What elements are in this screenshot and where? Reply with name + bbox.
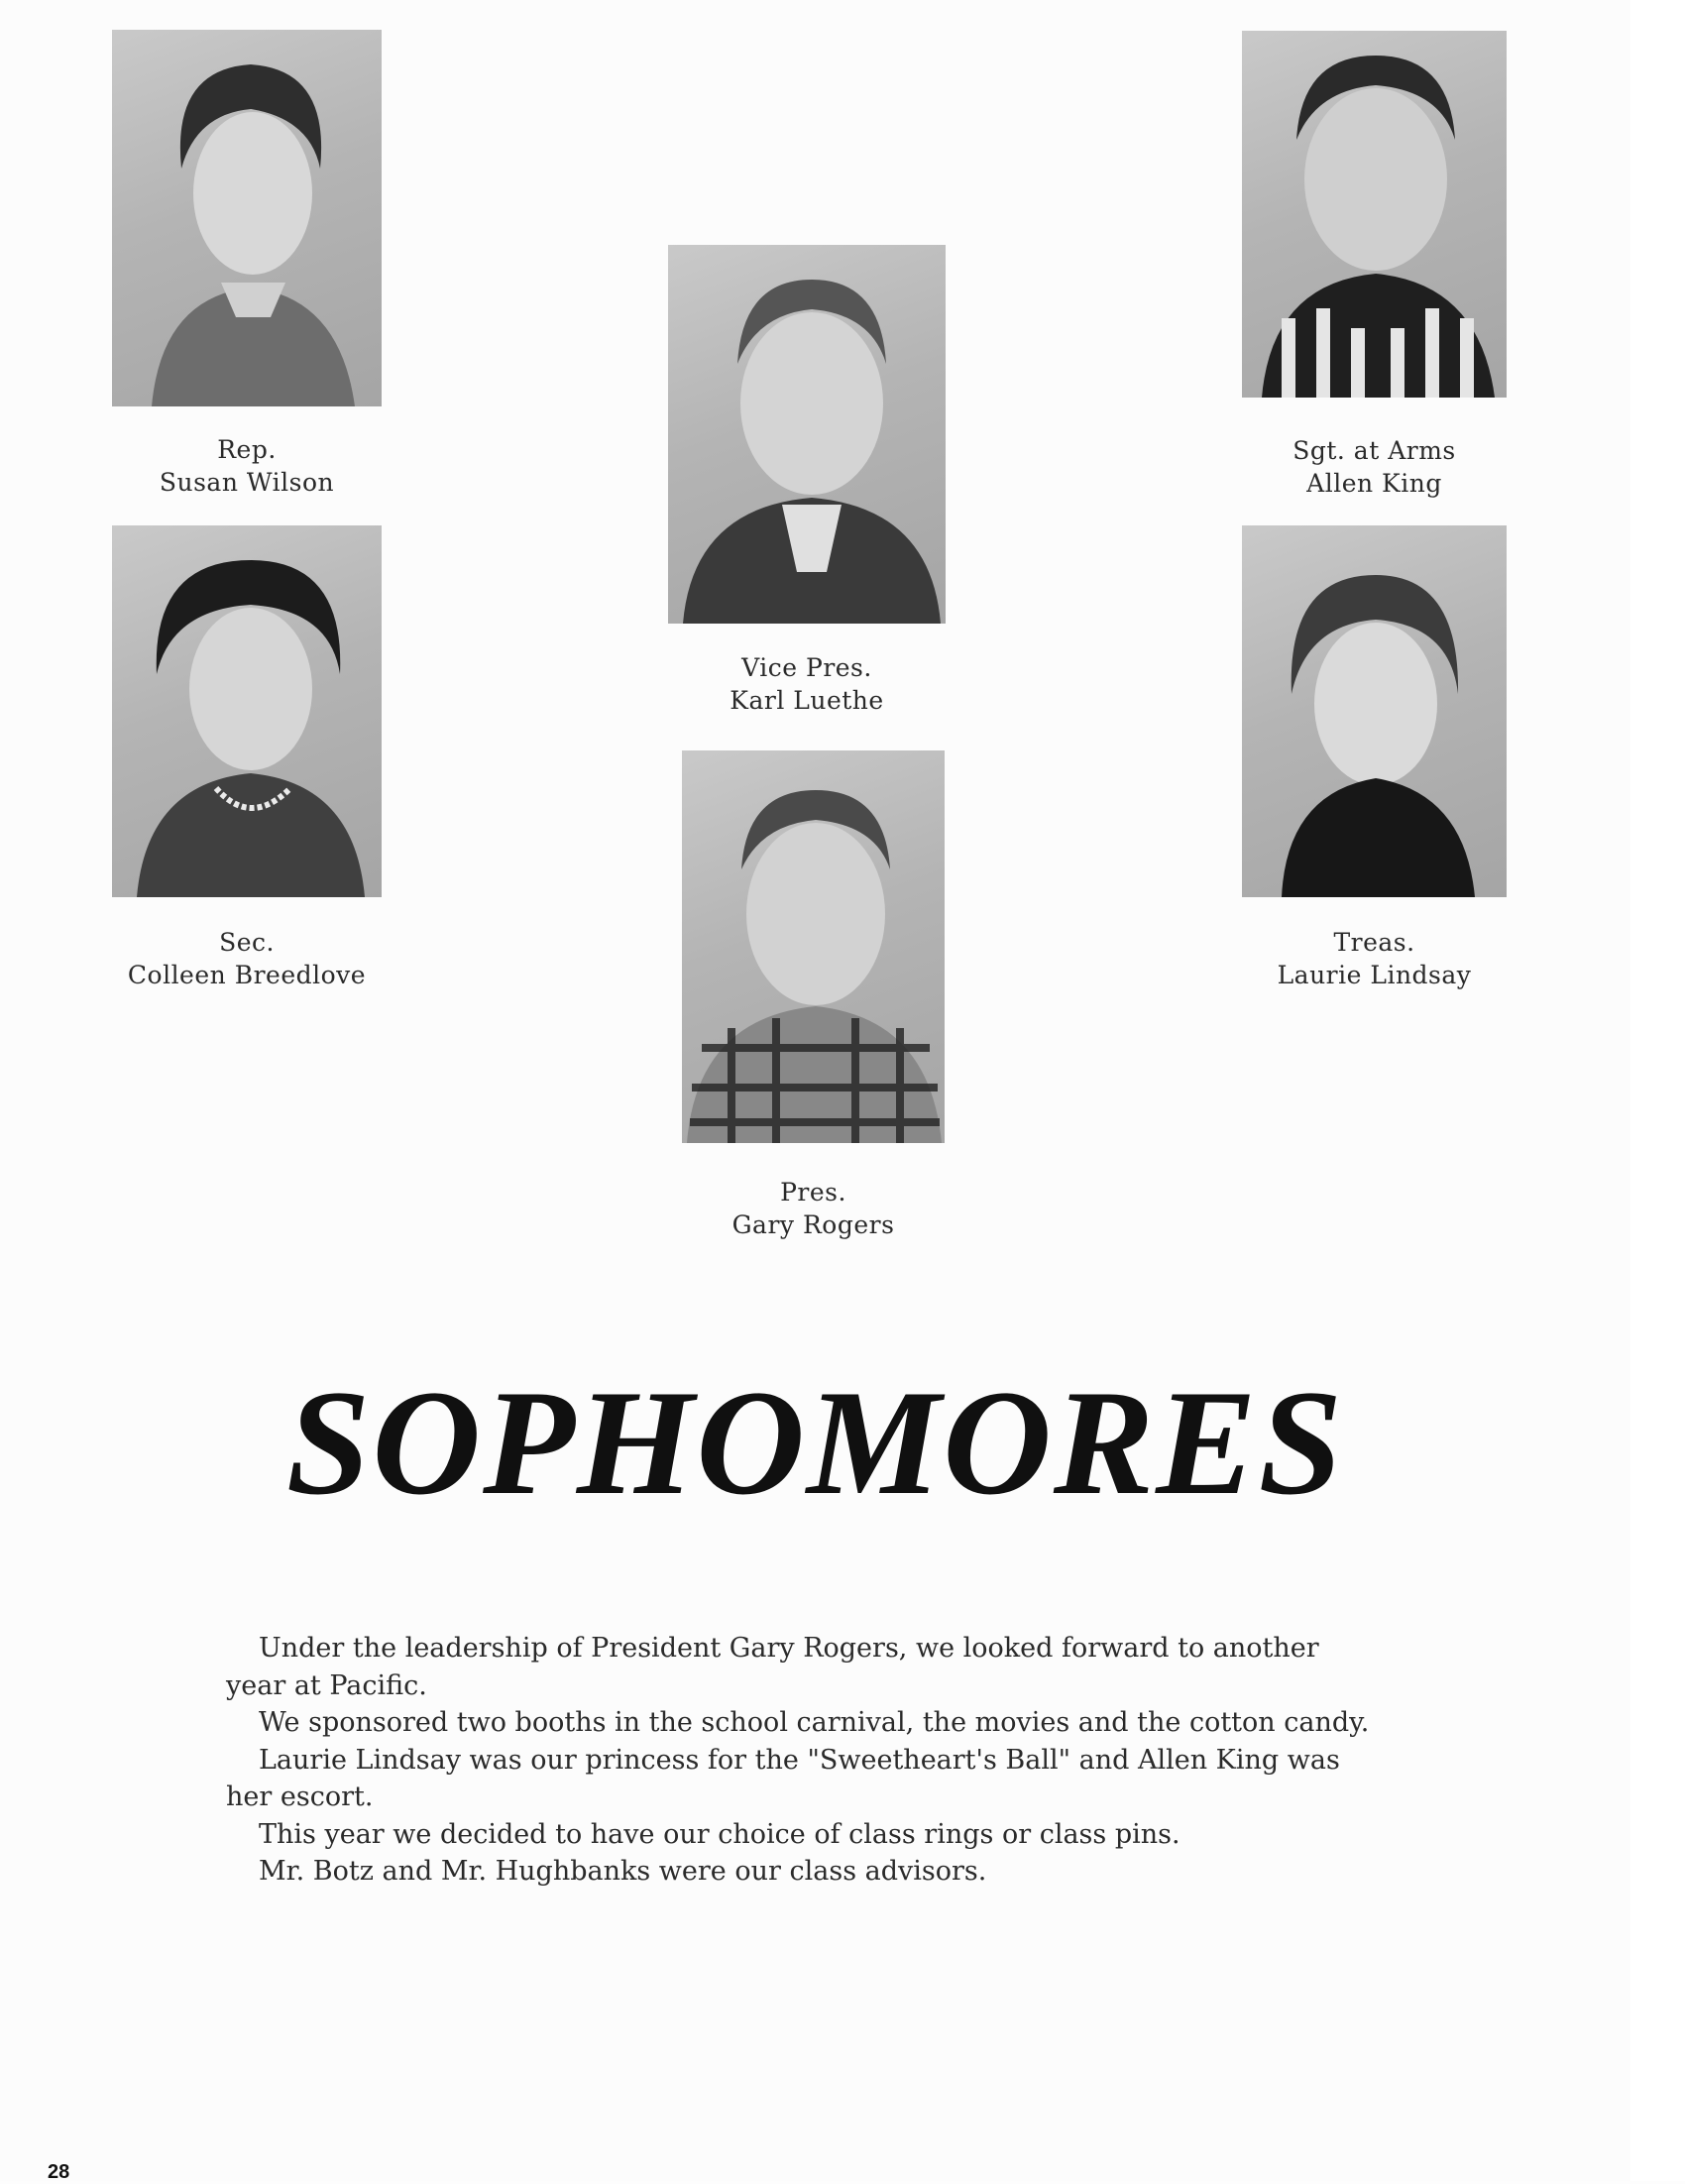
paragraph: This year we decided to have our choice of class rings or class pins. [259,1818,1180,1850]
officer-name: Susan Wilson [159,468,335,497]
caption-sgt-at-arms [1242,434,1507,500]
paragraph: We sponsored two booths in the school carnival, the movies and the cotton candy. [259,1707,1370,1738]
portrait-allen-king [1242,31,1507,398]
portrait-gary-rogers [682,750,945,1143]
officer-name: Laurie Lindsay [1277,961,1472,989]
officer-name: Allen King [1306,469,1442,498]
officer-title: Sgt. at Arms [1292,436,1456,465]
portrait-colleen-breedlove [112,525,382,897]
officer-title: Vice Pres. [741,653,872,682]
officer-title: Sec. [219,928,275,957]
officer-name: Gary Rogers [731,1210,895,1239]
portrait-karl-luethe [668,245,946,624]
paragraph: Mr. Botz and Mr. Hughbanks were our class advisors. [259,1856,987,1887]
officer-title: Rep. [217,435,277,464]
portrait-susan-wilson [112,30,382,406]
caption-sec [102,926,392,991]
page-title: SOPHOMORES [285,1359,1345,1526]
paragraph: Under the leadership of President Gary Rogers, we looked forward to another year at Pacific. [226,1633,1319,1701]
page-margin [1630,0,1685,2181]
caption-vice-pres [668,651,946,717]
officer-name: Karl Luethe [730,686,884,715]
class-summary [226,1630,1376,1891]
portrait-laurie-lindsay [1242,525,1507,897]
caption-treas [1232,926,1516,991]
caption-rep [112,433,382,499]
caption-pres [682,1176,945,1241]
paragraph: Laurie Lindsay was our princess for the "Sweetheart's Ball" and Allen King was her escort. [226,1744,1340,1812]
officer-title: Treas. [1333,928,1415,957]
officer-title: Pres. [780,1178,846,1207]
page-number: 28 [48,2161,70,2183]
officer-name: Colleen Breedlove [127,961,367,989]
